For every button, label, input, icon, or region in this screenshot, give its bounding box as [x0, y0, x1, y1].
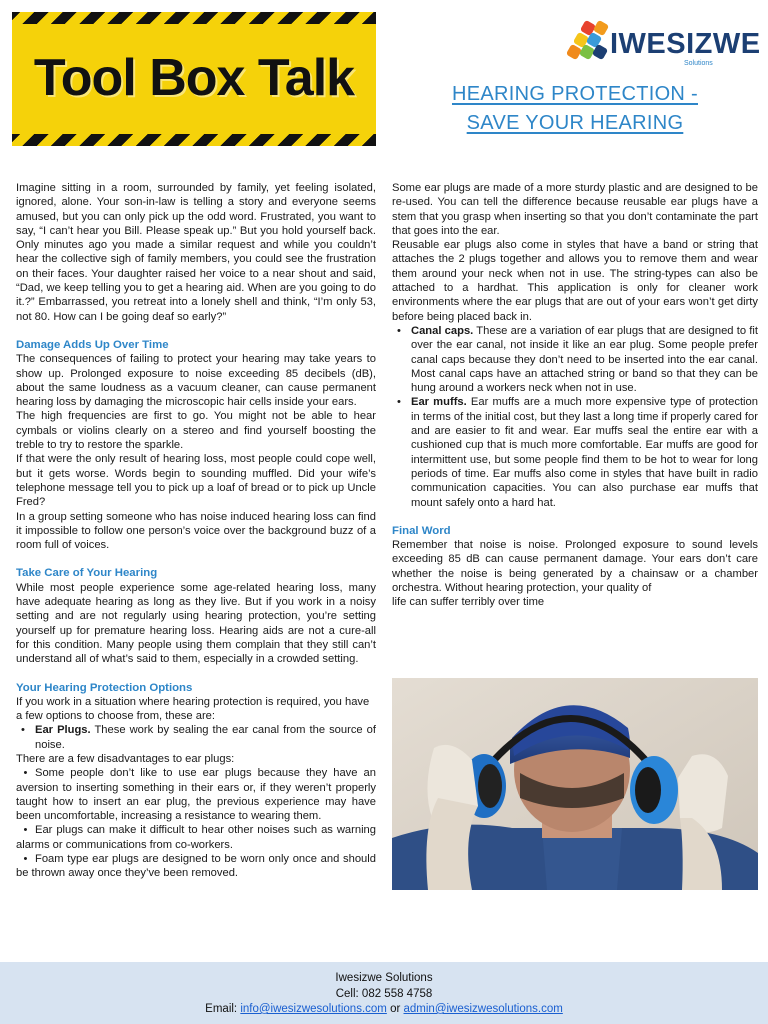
- list-item: • Foam type ear plugs are designed to be worn only once and should be thrown away once they’ve been removed.: [16, 853, 376, 880]
- footer-email-line: Email: info@iwesizwesolutions.com or admin@iwesizwesolutions.com: [205, 1003, 563, 1015]
- footer-company: Iwesizwe Solutions: [335, 972, 433, 984]
- footer-cell: Cell: 082 558 4758: [335, 987, 433, 1000]
- canal-caps-text: These are a variation of ear plugs that are designed to fit over the ear canal, not inside it like an ear plug. Some people prefer canal caps because they don’t need to be inserted into the ear canal. Most canal caps have an attached string or band so that they can be hung around a workers neck when not in use.: [411, 324, 758, 395]
- title-line-1: HEARING PROTECTION -: [451, 83, 698, 105]
- options-list: [16, 723, 376, 752]
- email-link-info[interactable]: info@iwesizwesolutions.com: [240, 1003, 387, 1015]
- section-heading-final-word: Final Word: [392, 524, 451, 537]
- right-column: [392, 181, 758, 610]
- contact-footer: [0, 962, 768, 1024]
- paragraph: If you work in a situation where hearing protection is required, you have a few options to choose from, these are:: [16, 695, 370, 723]
- hazard-stripes-bottom: [12, 134, 376, 146]
- logo-wordmark: IWESIZWE: [610, 28, 761, 60]
- paragraph: life can suffer terribly over time: [392, 596, 545, 609]
- hexagon-cluster-icon: [568, 22, 612, 62]
- banner-title: Tool Box Talk: [33, 49, 355, 107]
- list-item-ear-muffs: [392, 395, 758, 509]
- list-item: • Some people don’t like to use ear plugs because they have an aversion to inserting something in their ears or, if they weren’t properly taught how to insert an ear plug, the previous experience may have been uncomfortable, increasing a resistance to wearing them.: [16, 767, 376, 823]
- hazard-stripes-top: [12, 12, 376, 24]
- paragraph: The high frequencies are first to go. You might not be able to hear cymbals or violins clearly on a stereo and find yourself boosting the treble to try to restore the sparkle.: [16, 410, 376, 452]
- worker-ear-muffs-photo: [392, 678, 758, 890]
- ear-plugs-label: Ear Plugs.: [35, 724, 91, 737]
- section-heading-damage: Damage Adds Up Over Time: [16, 338, 169, 351]
- options-list-continued: [392, 324, 758, 510]
- tool-box-talk-banner: [12, 12, 376, 146]
- list-item-ear-plugs: [16, 723, 376, 752]
- paragraph: There are a few disadvantages to ear plugs:: [16, 752, 235, 765]
- company-logo: [566, 18, 761, 70]
- logo-subtitle: Solutions: [684, 60, 713, 67]
- canal-caps-label: Canal caps.: [411, 324, 474, 337]
- list-item: • Ear plugs can make it difficult to hear other noises such as warning alarms or communications from co-workers.: [16, 824, 376, 851]
- paragraph: In a group setting someone who has noise induced hearing loss can find it impossible to follow one person’s voice over the background buzz of a room full of voices.: [16, 510, 376, 552]
- section-heading-care: Take Care of Your Hearing: [16, 567, 158, 580]
- paragraph: If that were the only result of hearing loss, most people could cope well, but it gets worse. Words begin to sounding muffled. Did your wife’s telephone message tell you to pick up a loaf of bread or to pick up Uncle Fred?: [16, 453, 376, 509]
- ear-muffs-text: Ear muffs are a much more expensive type of protection in terms of the initial cost, but they last a long time if properly cared for and are easier to fit and wear. Ear muffs seal the entire ear with a cushioned cup that is much more comfortable. Ear muffs are good for intermittent use, but some people find them to be hot to wear for long periods of time. Ear muffs also come in styles that have built in radio communication capacities. You can also purchase ear muffs that mount safely onto a hard hat.: [411, 396, 758, 509]
- intro-paragraph: Imagine sitting in a room, surrounded by family, yet feeling isolated, ignored, alone. Your son-in-law is telling a story and everyone seems amused, but you can only pick up the odd word. Frustrated, you want to say, “I can’t hear you Bill. Please speak up.” But you hold yourself back. Only minutes ago you made a similar request and while you couldn’t hear the collective sigh of family members, you could see the frustration on their faces. Your daughter raised her voice to a near shout and said, “Dad, we keep telling you to get a hearing aid. When are you going to do it.?” Embarrassed, you retreat into a lonely shell and think, “I’m only 53, not 80. How can I be going deaf so early?”: [16, 182, 376, 323]
- ear-muffs-label: Ear muffs.: [411, 396, 467, 409]
- list-item-canal-caps: [392, 324, 758, 395]
- page-title: [400, 80, 750, 138]
- paragraph: Reusable ear plugs also come in styles that have a band or string that attaches the 2 plugs together and allows you to remove them and wear them around your neck when not in use. The string-types can also be attached to a hardhat. This application is only for cleaner work environments where the ear plugs that are out of your ears won’t get dirty before being placed back in.: [392, 239, 758, 323]
- email-link-admin[interactable]: admin@iwesizwesolutions.com: [403, 1003, 563, 1015]
- paragraph: Some ear plugs are made of a more sturdy plastic and are designed to be re-used. You can tell the difference because reusable ear plugs have a stem that you grasp when inserting so that you don’t contaminate the part that goes into the ear.: [392, 182, 758, 237]
- paragraph: While most people experience some age-related hearing loss, many have adequate hearing as long as they live. But if you work in a noisy setting and are not regularly using hearing protection, you’re setting yourself up for premature hearing loss. Hearing aids are not a cure-all for this condition. Many people using them complain that they still can’t understand all of what’s said to them, especially in a crowded setting.: [16, 581, 376, 666]
- paragraph: The consequences of failing to protect your hearing may take years to show up. Prolonged exposure to noise exceeding 85 decibels (dB), about the same loudness as a vacuum cleaner, can cause permanent hearing loss by damaging the microscopic hair cells inside your ears.: [16, 353, 376, 409]
- ear-plugs-text: These work by sealing the ear canal from the source of noise.: [35, 724, 376, 751]
- title-line-2: SAVE YOUR HEARING: [466, 112, 684, 134]
- section-heading-options: Your Hearing Protection Options: [16, 681, 193, 694]
- paragraph: Remember that noise is noise. Prolonged exposure to sound levels exceeding 85 dB can cause permanent damage. Your ears don’t care whether the noise is being generated by a chainsaw or a chamber orchestra. Without hearing protection, your quality of: [392, 539, 758, 595]
- left-column: [16, 181, 376, 881]
